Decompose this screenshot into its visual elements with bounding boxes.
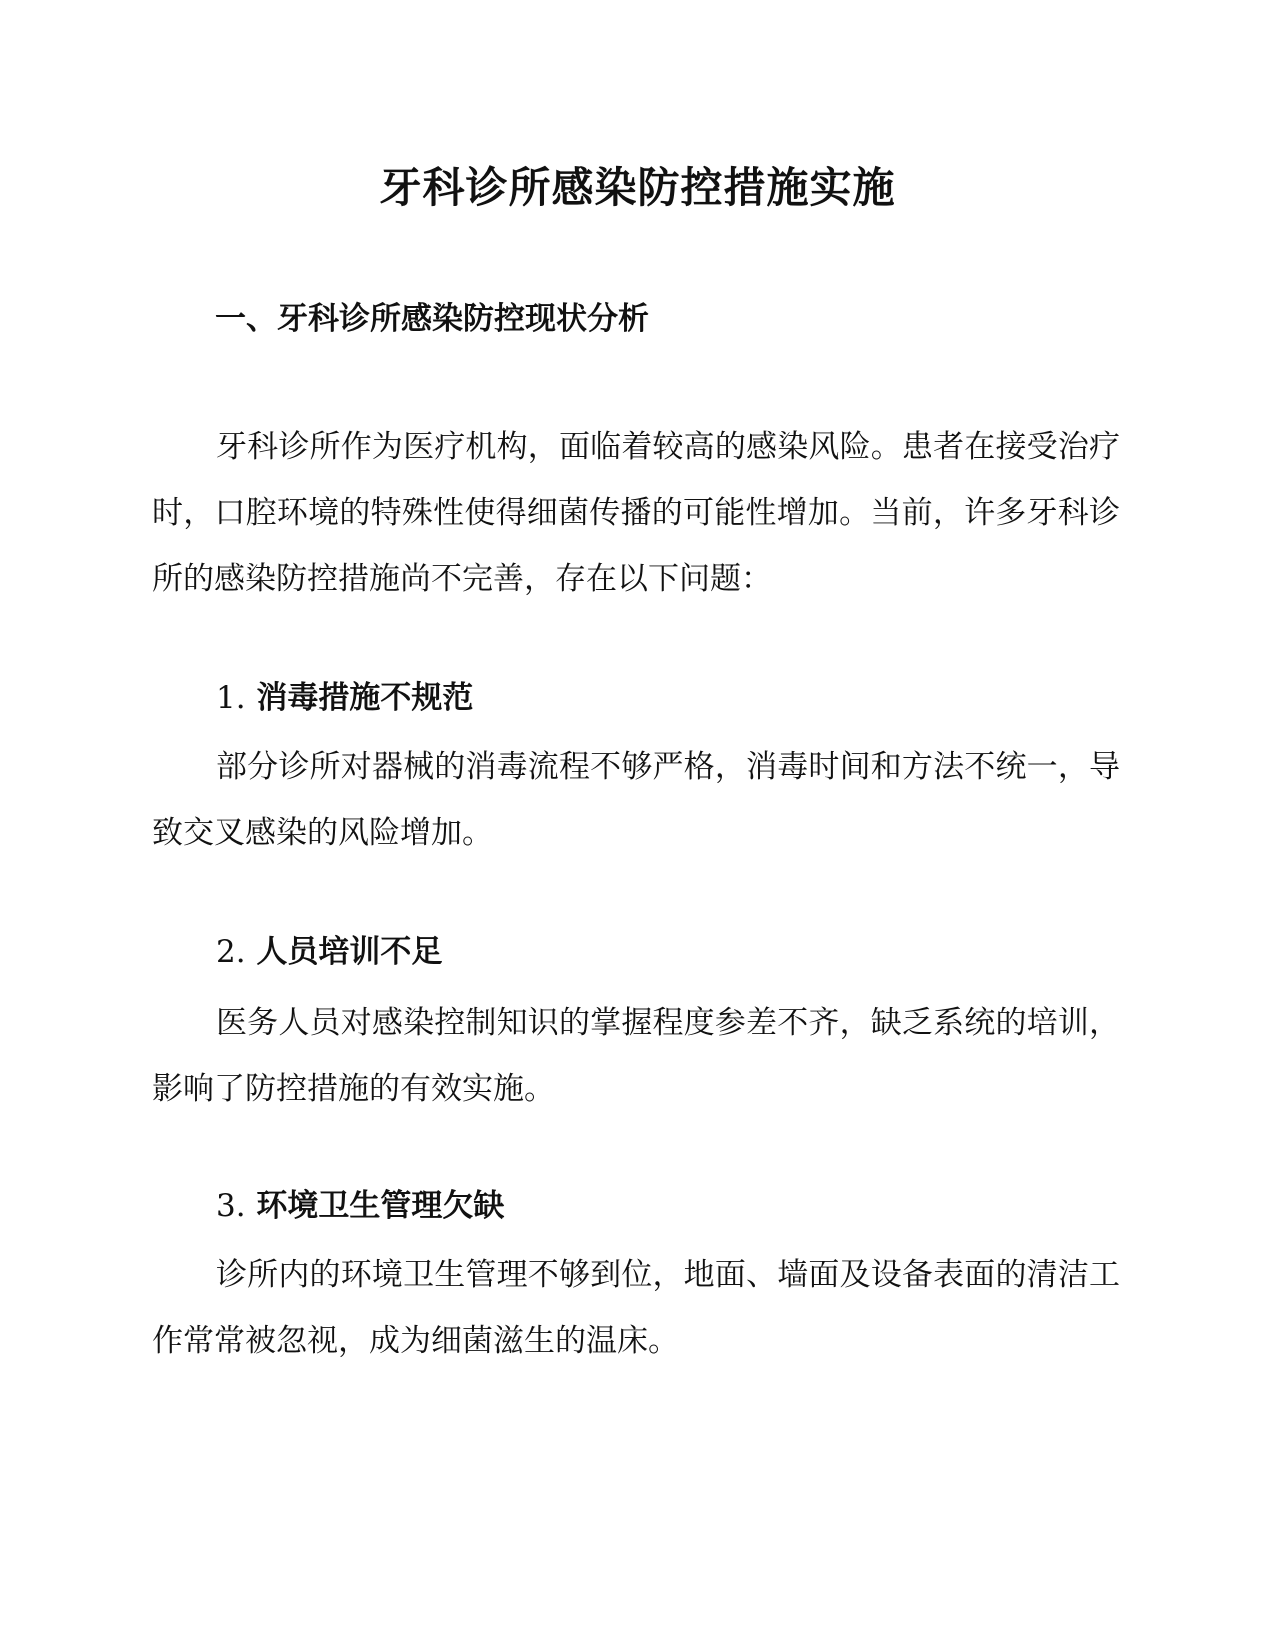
document-title: 牙科诊所感染防控措施实施 xyxy=(379,163,896,212)
item-heading-3 xyxy=(216,1184,1116,1228)
item-number-3: 3. xyxy=(216,1188,246,1224)
item-heading-1 xyxy=(216,676,1116,720)
intro-paragraph: 牙科诊所作为医疗机构，面临着较高的感染风险。患者在接受治疗时，口腔环境的特殊性使得细菌传播的可能性增加。当前，许多牙科诊所的感染防控措施尚不完善，存在以下问题： xyxy=(152,429,1120,597)
item-heading-text-1: 消毒措施不规范 xyxy=(256,680,474,716)
item-heading-text-2: 人员培训不足 xyxy=(256,934,443,970)
item-paragraph-2: 医务人员对感染控制知识的掌握程度参差不齐，缺乏系统的培训，影响了防控措施的有效实施。 xyxy=(152,1005,1120,1107)
item-paragraph-3: 诊所内的环境卫生管理不够到位，地面、墙面及设备表面的清洁工作常常被忽视，成为细菌滋生的温床。 xyxy=(152,1257,1120,1359)
item-heading-text-3: 环境卫生管理欠缺 xyxy=(256,1188,505,1224)
item-number-2: 2. xyxy=(216,934,246,970)
section-heading: 一、牙科诊所感染防控现状分析 xyxy=(215,301,649,337)
item-paragraph-1: 部分诊所对器械的消毒流程不够严格，消毒时间和方法不统一，导致交叉感染的风险增加。 xyxy=(152,749,1120,851)
item-number-1: 1. xyxy=(216,680,246,716)
item-heading-2 xyxy=(216,930,1116,974)
